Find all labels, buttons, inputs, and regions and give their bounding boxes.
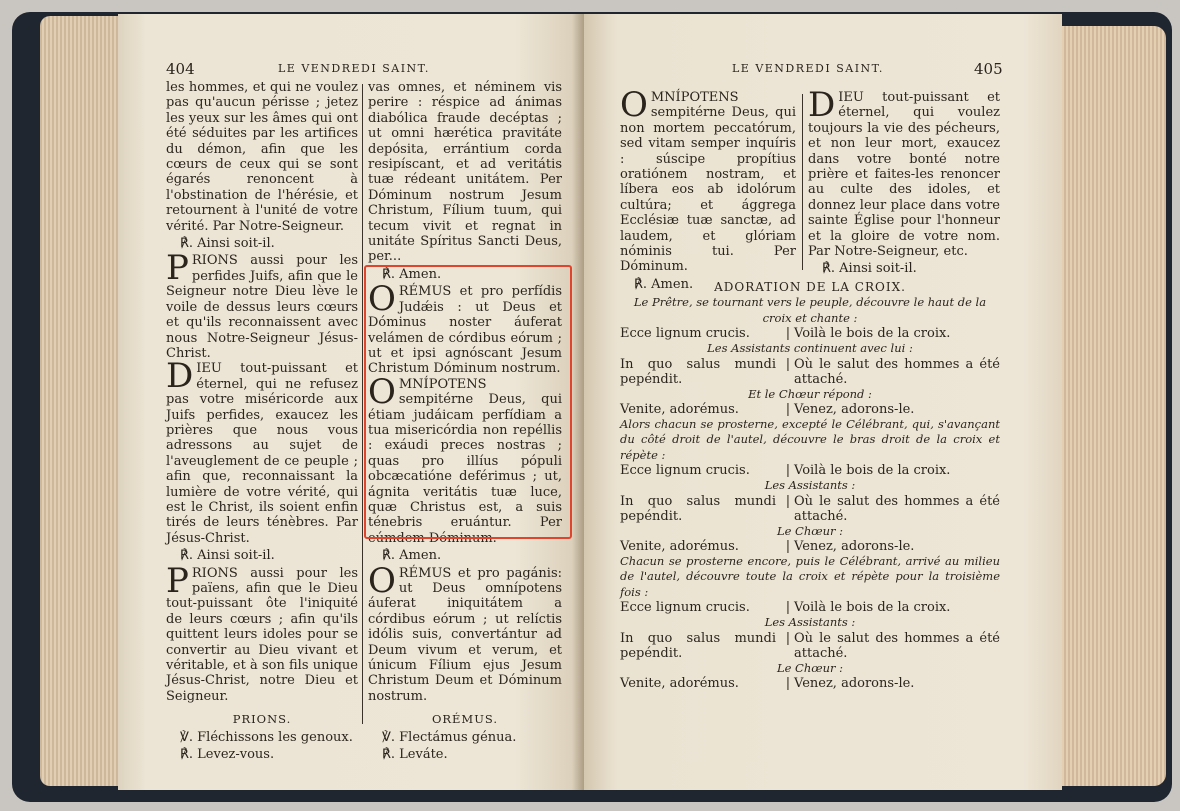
paragraph <box>166 248 358 361</box>
response: ℟. Ainsi soit-il. <box>822 261 917 277</box>
paragraph: les hommes, et qui ne voulez pas qu'aucun périsse ; jetez les yeux sur les âmes qui ont été séduites par les artifices du démon, afin que les cœurs de ceux qui se sont égarés renoncent à l'obstination de l'hérésie, et retournent à l'unité de votre vérité. Par Notre-Seigneur. <box>166 80 358 234</box>
french-line: Venez, adorons-le. <box>794 676 915 692</box>
latin-line: Venite, adorémus. <box>620 676 739 692</box>
paragraph-text: RÉMUS et pro pagánis: ut Deus omnípotens áuferat iniquitátem a córdibus eórum ; ut relíctis idólis suis, convertántur ad Deum vivum et verum, et únicum Fílium ejus Jesum Christum Deum et Dóminum nostrum. <box>368 565 562 704</box>
drop-cap: O <box>368 279 396 320</box>
response: ℟. Amen. <box>634 276 694 292</box>
paragraph <box>368 560 562 705</box>
rubric: Les Assistants : <box>764 615 856 630</box>
page-edges-right <box>1062 26 1166 786</box>
chant-row: Ecce lignum crucis. | Voilà le bois de la croix. <box>620 600 1000 615</box>
chant-row: In quo salus mundi pepéndit. | Où le salut des hommes a été attaché. <box>620 493 1000 524</box>
paragraph <box>620 85 796 275</box>
chant-row: Ecce lignum crucis. | Voilà le bois de la croix. <box>620 326 1000 341</box>
highlight-box <box>364 265 572 539</box>
latin-line: Venite, adorémus. <box>620 402 739 418</box>
response: ℟. Amen. <box>382 266 442 282</box>
versicle: ℣. Flectámus génua. <box>382 729 517 745</box>
adoration-section <box>620 272 1000 691</box>
chant-row: Ecce lignum crucis. | Voilà le bois de la croix. <box>620 463 1000 478</box>
french-line: Voilà le bois de la croix. <box>794 600 951 616</box>
drop-cap: P <box>166 248 189 289</box>
latin-prayer-column <box>620 85 796 294</box>
drop-cap: P <box>166 560 189 601</box>
rubric: Le Chœur : <box>776 523 844 538</box>
page-number: 404 <box>166 60 195 78</box>
section-label: ORÉMUS. <box>431 712 499 727</box>
response: ℟. Levez-vous. <box>180 747 275 763</box>
latin-line: Ecce lignum crucis. <box>620 600 750 616</box>
paragraph-text: MNÍPOTENS sempitérne Deus, qui étiam judáicam perfídiam a tua misericórdia non repéllis : exáudi preces nostras ; quas pro illíus pópuli obcæcatióne deférimus ; ut, ágnita veritátis tuæ luce, quæ Christus est, a suis ténebris eruántur. Per eúmdem Dóminum. <box>368 376 562 546</box>
response: ℟. Leváte. <box>382 747 448 763</box>
paragraph-text: RIONS aussi pour les perfides Juifs, afin que le Seigneur notre Dieu lève le voile de dessus leurs cœurs et qu'ils reconnaissent avec nous Notre-Seigneur Jésus-Christ. <box>166 253 358 361</box>
latin-line: In quo salus mundi pepéndit. <box>620 630 776 661</box>
rubric: Le Chœur : <box>776 660 844 675</box>
french-line: Où le salut des hommes a été attaché. <box>794 356 1000 387</box>
page-edges-left <box>40 16 120 786</box>
french-line: Voilà le bois de la croix. <box>794 326 951 342</box>
french-line: Où le salut des hommes a été attaché. <box>794 630 1000 661</box>
response: ℟. Ainsi soit-il. <box>180 548 275 564</box>
column-divider <box>362 84 363 724</box>
paragraph: vas omnes, et néminem vis perire : réspice ad ánimas diabólica fraude decéptas ; ut omni hærética pravitáte depósita, errántium corda resipíscant, et ad veritátis tuæ rédeant unitátem. Per Dóminum nostrum Jesum Christum, Fílium tuum, qui tecum vivit et regnat in unitáte Spíritus Sancti Deus, per... <box>368 80 562 265</box>
response: ℟. Amen. <box>382 548 442 564</box>
latin-line: Ecce lignum crucis. <box>620 326 750 342</box>
paragraph-text: IEU tout-puissant et éternel, qui ne refusez pas votre miséricorde aux Juifs perfides, exaucez les prières que nous vous adressons au sujet de l'aveuglement de ce peuple ; afin que, reconnaissant la lumière de votre vérité, qui est le Christ, ils soient enfin tirés de leurs ténèbres. Par Jésus-Christ. <box>166 361 358 546</box>
latin-line: Ecce lignum crucis. <box>620 463 750 479</box>
latin-line: In quo salus mundi pepéndit. <box>620 356 776 387</box>
french-line: Voilà le bois de la croix. <box>794 463 951 479</box>
french-line: Où le salut des hommes a été attaché. <box>794 493 1000 524</box>
paragraph <box>166 560 358 705</box>
right-page <box>584 14 1062 790</box>
section-label: PRIONS. <box>232 712 292 727</box>
rubric: Alors chacun se prosterne, excepté le Célébrant, qui, s'avançant du côté droit de l'autel, découvre le bras droit de la croix et répète : <box>620 417 1000 462</box>
response: ℟. Ainsi soit-il. <box>180 236 275 252</box>
rubric: Les Assistants : <box>764 478 856 493</box>
paragraph-text: RIONS aussi pour les païens, afin que le Dieu tout-puissant ôte l'iniquité de leurs cœurs ; afin qu'ils quittent leurs idoles pour se convertir au Dieu vivant et véritable, et à son fils unique Jésus-Christ, notre Dieu et Seigneur. <box>166 565 358 704</box>
french-line: Venez, adorons-le. <box>794 402 915 418</box>
running-head: LE VENDREDI SAINT. <box>732 62 884 75</box>
column-divider <box>802 94 803 270</box>
chant-row: Venite, adorémus. | Venez, adorons-le. <box>620 539 1000 554</box>
chant-row: Venite, adorémus. | Venez, adorons-le. <box>620 676 1000 691</box>
paragraph-text: RÉMUS et pro perfídis Judǽis : ut Deus et Dóminus noster áuferat velámen de córdibus eórum ; ut et ipsi agnóscant Jesum Christum Dóminum nostrum. <box>368 284 562 377</box>
rubric: Chacun se prosterne encore, puis le Célébrant, arrivé au milieu de l'autel, découvre toute la croix et répète pour la troisième fois : <box>620 554 1000 599</box>
running-head: LE VENDREDI SAINT. <box>278 62 430 75</box>
rubric: Et le Chœur répond : <box>748 386 872 401</box>
paragraph-text: IEU tout-puissant et éternel, qui voulez toujours la vie des pécheurs, et non leur mort, exaucez dans votre bonté notre prière et faites-les renoncer au culte des idoles, et donnez leur place dans votre sainte Église pour l'honneur et la gloire de votre nom. Par Notre-Seigneur, etc. <box>808 90 1000 260</box>
latin-line: Venite, adorémus. <box>620 539 739 555</box>
page-number: 405 <box>974 60 1003 78</box>
section-heading: ADORATION DE LA CROIX. <box>714 280 906 294</box>
paragraph-text: MNÍPOTENS sempitérne Deus, qui non mortem peccatórum, sed vitam semper inquíris : súscipe propítius oratiónem nostram, et líbera eos ab idolórum cultúra; et ággrega Ecclésiæ tuæ sanctæ, ad laudem, et glóriam nóminis tui. Per Dóminum. <box>620 90 796 275</box>
chant-row: In quo salus mundi pepéndit. | Où le salut des hommes a été attaché. <box>620 630 1000 661</box>
french-line: Venez, adorons-le. <box>794 539 915 555</box>
paragraph <box>808 85 1000 260</box>
latin-line: In quo salus mundi pepéndit. <box>620 493 776 524</box>
paragraph <box>166 356 358 546</box>
rubric: Les Assistants continuent avec lui : <box>707 341 913 356</box>
drop-cap: O <box>368 560 396 601</box>
french-column <box>166 80 358 764</box>
drop-cap: D <box>808 85 836 125</box>
rubric: Le Prêtre, se tournant vers le peuple, découvre le haut de la croix et chante : <box>633 295 987 325</box>
french-prayer-column <box>808 85 1000 279</box>
chant-row: In quo salus mundi pepéndit. | Où le salut des hommes a été attaché. <box>620 356 1000 387</box>
drop-cap: D <box>166 356 194 397</box>
versicle: ℣. Fléchissons les genoux. <box>180 729 353 745</box>
chant-row: Venite, adorémus. | Venez, adorons-le. <box>620 402 1000 417</box>
drop-cap: O <box>368 371 396 412</box>
drop-cap: O <box>620 85 648 125</box>
